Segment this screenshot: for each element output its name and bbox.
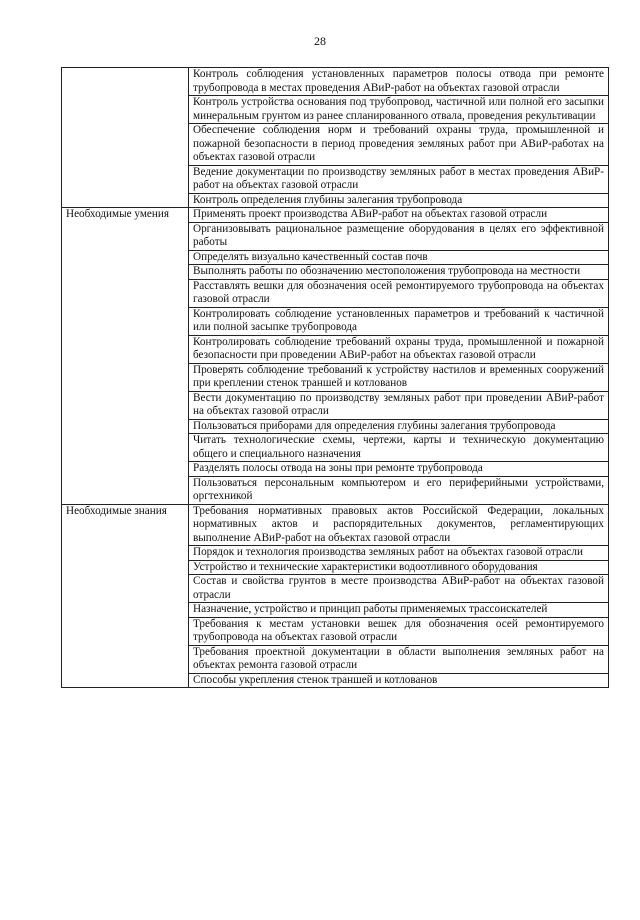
row-text: Расставлять вешки для обозначения осей ремонтируемого трубопровода на объектах газовой отрасли: [189, 279, 609, 307]
row-text: Обеспечение соблюдения норм и требований охраны труда, промышленной и пожарной безопасности в период проведения земляных работ при АВиР-работах на объектах газовой отрасли: [189, 124, 609, 166]
table-row: [62, 68, 609, 96]
row-label: [62, 68, 189, 208]
section-label-knowledge: Необходимые знания: [62, 504, 189, 688]
row-text: Контроль соблюдения установленных параметров полосы отвода при ремонте трубопровода в местах проведения АВиР-работ на объектах газовой отрасли: [189, 68, 609, 96]
table-row: [62, 504, 609, 546]
row-text: Разделять полосы отвода на зоны при ремонте трубопровода: [189, 462, 609, 477]
row-text: Устройство и технические характеристики водоотливного оборудования: [189, 560, 609, 575]
row-text: Определять визуально качественный состав почв: [189, 250, 609, 265]
row-text: Порядок и технология производства земляных работ на объектах газовой отрасли: [189, 546, 609, 561]
row-text: Читать технологические схемы, чертежи, карты и техническую документацию общего и специального назначения: [189, 434, 609, 462]
row-text: Способы укрепления стенок траншей и котлованов: [189, 673, 609, 688]
row-text: Состав и свойства грунтов в месте производства АВиР-работ на объектах газовой отрасли: [189, 575, 609, 603]
row-text: Контролировать соблюдение требований охраны труда, промышленной и пожарной безопасности при проведении АВиР-работ на объектах газовой отрасли: [189, 335, 609, 363]
row-text: Требования нормативных правовых актов Российской Федерации, локальных нормативных актов и распорядительных документов, регламентирующих выполнение АВиР-работ на объектах газовой отрасли: [189, 504, 609, 546]
row-text: Назначение, устройство и принцип работы применяемых трассоискателей: [189, 603, 609, 618]
page-number: 28: [314, 34, 326, 48]
row-text: Выполнять работы по обозначению местоположения трубопровода на местности: [189, 265, 609, 280]
row-text: Проверять соблюдение требований к устройству настилов и временных сооружений при креплении стенок траншей и котлованов: [189, 363, 609, 391]
row-text: Вести документацию по производству земляных работ при проведении АВиР-работ на объектах газовой отрасли: [189, 391, 609, 419]
row-text: Требования проектной документации в области выполнения земляных работ на объектах ремонта газовой отрасли: [189, 645, 609, 673]
row-text: Ведение документации по производству земляных работ в местах проведения АВиР-работ на объектах газовой отрасли: [189, 165, 609, 193]
row-text: Требования к местам установки вешек для обозначения осей ремонтируемого трубопровода на объектах газовой отрасли: [189, 617, 609, 645]
row-text: Пользоваться персональным компьютером и его периферийными устройствами, оргтехникой: [189, 476, 609, 504]
section-label-skills: Необходимые умения: [62, 208, 189, 505]
row-text: Контроль устройства основания под трубопровод, частичной или полной его засыпки минеральным грунтом из ранее спланированного отвала, проведения рекультивации: [189, 96, 609, 124]
row-text: Применять проект производства АВиР-работ на объектах газовой отрасли: [189, 208, 609, 223]
table-row: [62, 208, 609, 223]
row-text: Организовывать рациональное размещение оборудования в целях его эффективной работы: [189, 222, 609, 250]
competency-table: [61, 67, 609, 688]
row-text: Контроль определения глубины залегания трубопровода: [189, 193, 609, 208]
row-text: Пользоваться приборами для определения глубины залегания трубопровода: [189, 419, 609, 434]
row-text: Контролировать соблюдение установленных параметров и требований к частичной или полной засыпке трубопровода: [189, 307, 609, 335]
